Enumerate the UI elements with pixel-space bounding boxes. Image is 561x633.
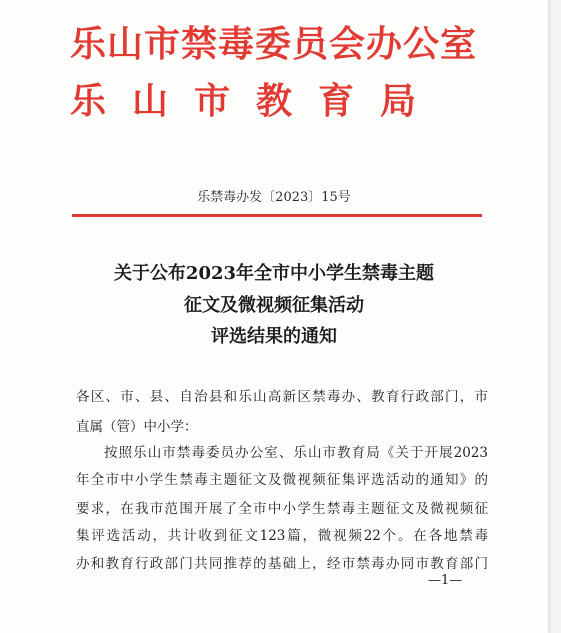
document-number: 乐禁毒办发〔2023〕15号: [197, 190, 351, 205]
document-title-line-2: 征文及微视频征集活动: [184, 295, 364, 316]
body-line-paragraph-start: 按照乐山市禁毒委员办公室、乐山市教育局《关于开展2023: [104, 445, 488, 461]
red-divider-line: [72, 214, 482, 217]
body-line: 年全市中小学生禁毒主题征文及微视频征集评选活动的通知》的: [76, 472, 488, 488]
body-line-addressees-cont: 直属（管）中小学：: [76, 419, 198, 435]
page-number: —1—: [428, 573, 463, 588]
body-line: 办和教育行政部门共同推荐的基础上，经市禁毒办同市教育部门: [76, 556, 488, 572]
issuer-name-drug-control-office: 乐山市禁毒委员会办公室: [70, 24, 478, 65]
document-title-line-3: 评选结果的通知: [211, 326, 337, 347]
issuer-name-education-bureau: 乐山市教育局: [70, 81, 443, 122]
body-line: 集评选活动，共计收到征文123篇，微视频22个。在各地禁毒: [76, 528, 488, 544]
document-title-line-1: 关于公布2023年全市中小学生禁毒主题: [113, 263, 435, 284]
body-line: 要求，在我市范围开展了全市中小学生禁毒主题征文及微视频征: [76, 501, 488, 517]
body-line-addressees: 各区、市、县、自治县和乐山高新区禁毒办、教育行政部门，市: [76, 389, 488, 405]
